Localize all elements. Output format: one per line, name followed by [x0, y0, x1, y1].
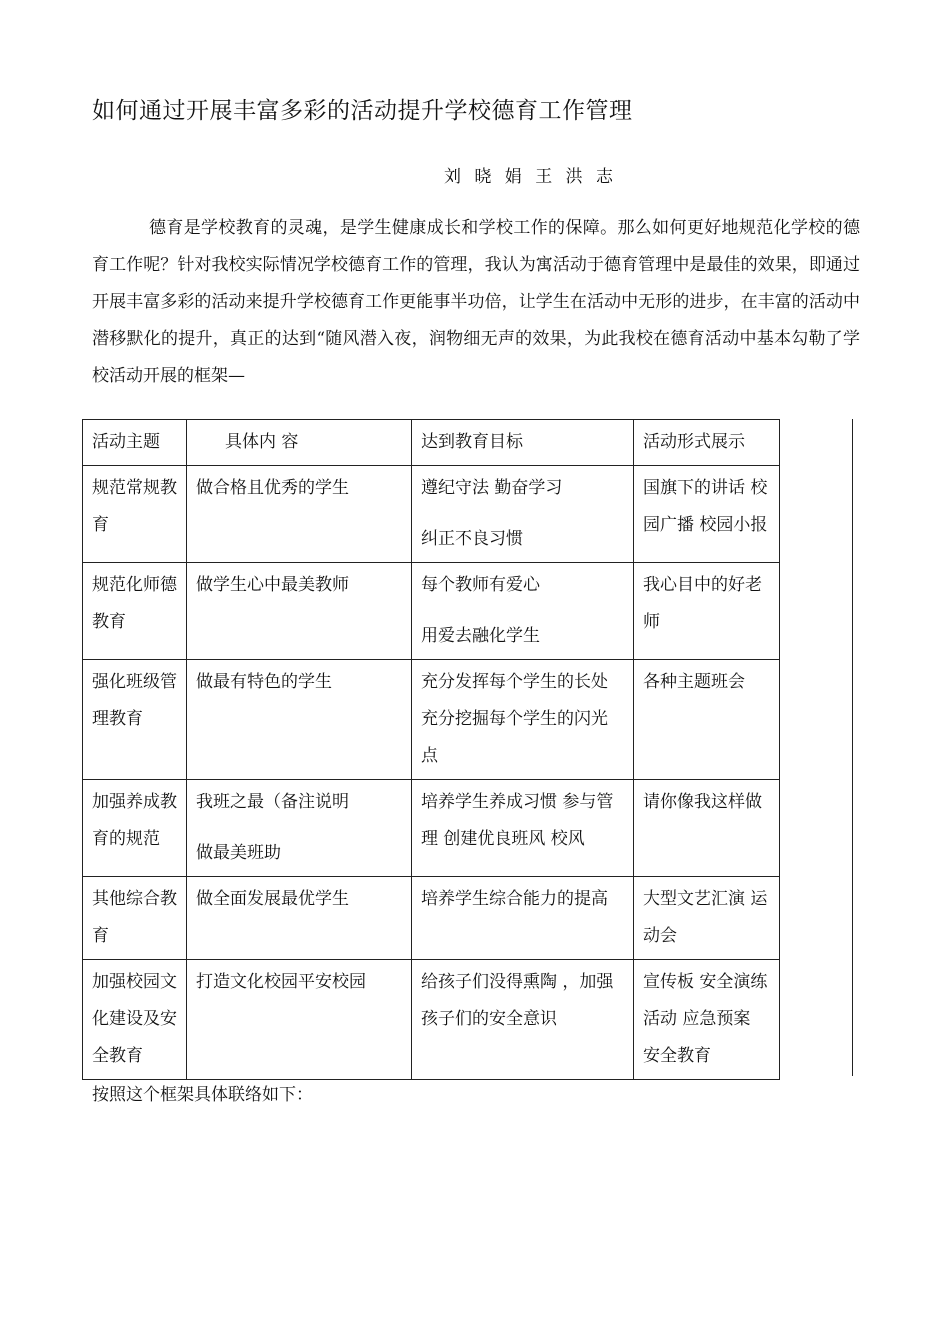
table-row [83, 563, 780, 660]
goal-line: 每个教师有爱心 [421, 575, 540, 595]
closing-line: 按照这个框架具体联络如下： [92, 1085, 313, 1105]
goal-line: 用爱去融化学生 [421, 626, 540, 646]
cell-content: 做最有特色的学生 [187, 660, 412, 780]
cell-goal: 给孩子们没得熏陶 ，加强孩子们的安全意识 [412, 960, 634, 1080]
table-row [83, 960, 780, 1080]
cell-goal [412, 660, 634, 780]
author-names: 刘 晓 娟 王 洪 志 [444, 167, 618, 187]
content-line: 做最美班助 [196, 843, 281, 863]
cell-form: 国旗下的讲话 校园广播 校园小报 [634, 466, 780, 563]
cell-theme: 加强校园文化建设及安全教育 [83, 960, 187, 1080]
activity-framework-table [82, 419, 780, 1080]
cell-content [187, 780, 412, 877]
table-row [83, 877, 780, 960]
form-line: 安全教育 [643, 1046, 711, 1066]
form-line: 宣传板 安全演练活动 应急预案 [643, 972, 768, 1029]
cell-goal [412, 563, 634, 660]
intro-paragraph: 德育是学校教育的灵魂，是学生健康成长和学校工作的保障。那么如何更好地规范化学校的德育工作呢？针对我校实际情况学校德育工作的管理，我认为寓活动于德育管理中是最佳的效果，即通过开展丰富多彩的活动来提升学校德育工作更能事半功倍，让学生在活动中无形的进步，在丰富的活动中潜移默化的提升，真正的达到“随风潜入夜，润物细无声的效果，为此我校在德育活动中基本勾勒了学校活动开展的框架— [92, 218, 860, 386]
cell-goal [412, 466, 634, 563]
table-right-edge-line [852, 419, 853, 1076]
table-header-row [83, 420, 780, 466]
table-row [83, 466, 780, 563]
goal-line: 充分挖掘每个学生的闪光点 [421, 709, 608, 766]
document-title: 如何通过开展丰富多彩的活动提升学校德育工作管理 [92, 98, 633, 124]
cell-form [634, 960, 780, 1080]
cell-theme: 加强养成教育的规范 [83, 780, 187, 877]
table-row [83, 660, 780, 780]
header-goal: 达到教育目标 [412, 420, 634, 466]
cell-content: 做全面发展最优学生 [187, 877, 412, 960]
cell-theme: 其他综合教育 [83, 877, 187, 960]
cell-form: 请你像我这样做 [634, 780, 780, 877]
cell-goal: 培养学生综合能力的提高 [412, 877, 634, 960]
cell-form: 各种主题班会 [634, 660, 780, 780]
header-form: 活动形式展示 [634, 420, 780, 466]
goal-line: 遵纪守法 勤奋学习 [421, 478, 563, 498]
cell-goal: 培养学生养成习惯 参与管理 创建优良班风 校风 [412, 780, 634, 877]
table-row [83, 780, 780, 877]
cell-theme: 规范常规教育 [83, 466, 187, 563]
goal-line: 纠正不良习惯 [421, 529, 523, 549]
cell-form: 我心目中的好老师 [634, 563, 780, 660]
cell-theme: 规范化师德教育 [83, 563, 187, 660]
cell-form: 大型文艺汇演 运动会 [634, 877, 780, 960]
content-line: 我班之最（备注说明 [196, 792, 349, 812]
header-theme: 活动主题 [83, 420, 187, 466]
header-content: 具体内 容 [187, 420, 412, 466]
cell-theme: 强化班级管理教育 [83, 660, 187, 780]
goal-line: 充分发挥每个学生的长处 [421, 672, 608, 692]
cell-content: 做合格且优秀的学生 [187, 466, 412, 563]
cell-content: 做学生心中最美教师 [187, 563, 412, 660]
cell-content: 打造文化校园平安校园 [187, 960, 412, 1080]
